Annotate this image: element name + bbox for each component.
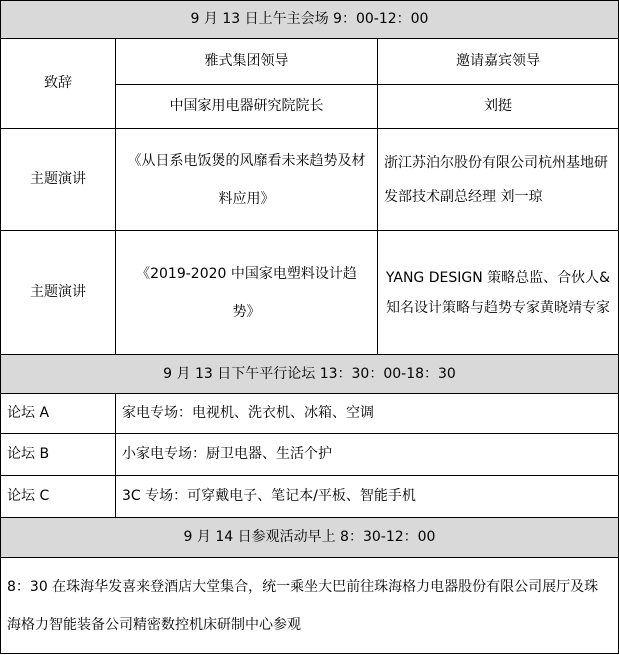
forum-topic: 小家电专场：厨卫电器、生活个护 xyxy=(116,434,619,476)
forum-name: 论坛 A xyxy=(1,394,116,434)
morning-header-row xyxy=(1,1,619,39)
forum-row xyxy=(1,434,619,476)
forum-row xyxy=(1,476,619,518)
forum-name: 论坛 B xyxy=(1,434,116,476)
morning-header: 9 月 13 日上午主会场 9：00-12：00 xyxy=(1,1,619,39)
visit-row xyxy=(1,558,619,654)
host-leader-title: 雅式集团领导 xyxy=(116,39,378,85)
keynote-topic: 《从日系电饭煲的风靡看未来趋势及材料应用》 xyxy=(116,129,378,231)
afternoon-header-row xyxy=(1,355,619,394)
keynote-speaker: YANG DESIGN 策略总监、合伙人&知名设计策略与趋势专家黄晓靖专家 xyxy=(378,231,619,355)
keynote-label: 主题演讲 xyxy=(1,231,116,355)
welcome-row xyxy=(1,39,619,85)
forum-row xyxy=(1,394,619,434)
guest-leader-name: 刘挺 xyxy=(378,85,619,129)
guest-leader-title: 邀请嘉宾领导 xyxy=(378,39,619,85)
visit-header: 9 月 14 日参观活动早上 8：30-12：00 xyxy=(1,518,619,558)
forum-topic: 家电专场：电视机、洗衣机、冰箱、空调 xyxy=(116,394,619,434)
visit-description: 8：30 在珠海华发喜来登酒店大堂集合，统一乘坐大巴前往珠海格力电器股份有限公司展厅及珠海格力智能装备公司精密数控机床研制中心参观 xyxy=(1,558,619,654)
keynote-topic: 《2019-2020 中国家电塑料设计趋势》 xyxy=(116,231,378,355)
welcome-label: 致辞 xyxy=(1,39,116,129)
afternoon-header: 9 月 13 日下午平行论坛 13：30：00-18：30 xyxy=(1,355,619,394)
visit-header-row xyxy=(1,518,619,558)
keynote-row xyxy=(1,231,619,355)
keynote-label: 主题演讲 xyxy=(1,129,116,231)
host-leader-name: 中国家用电器研究院院长 xyxy=(116,85,378,129)
forum-topic: 3C 专场：可穿戴电子、笔记本/平板、智能手机 xyxy=(116,476,619,518)
forum-name: 论坛 C xyxy=(1,476,116,518)
keynote-row xyxy=(1,129,619,231)
keynote-speaker: 浙江苏泊尔股份有限公司杭州基地研发部技术副总经理 刘一琼 xyxy=(378,129,619,231)
